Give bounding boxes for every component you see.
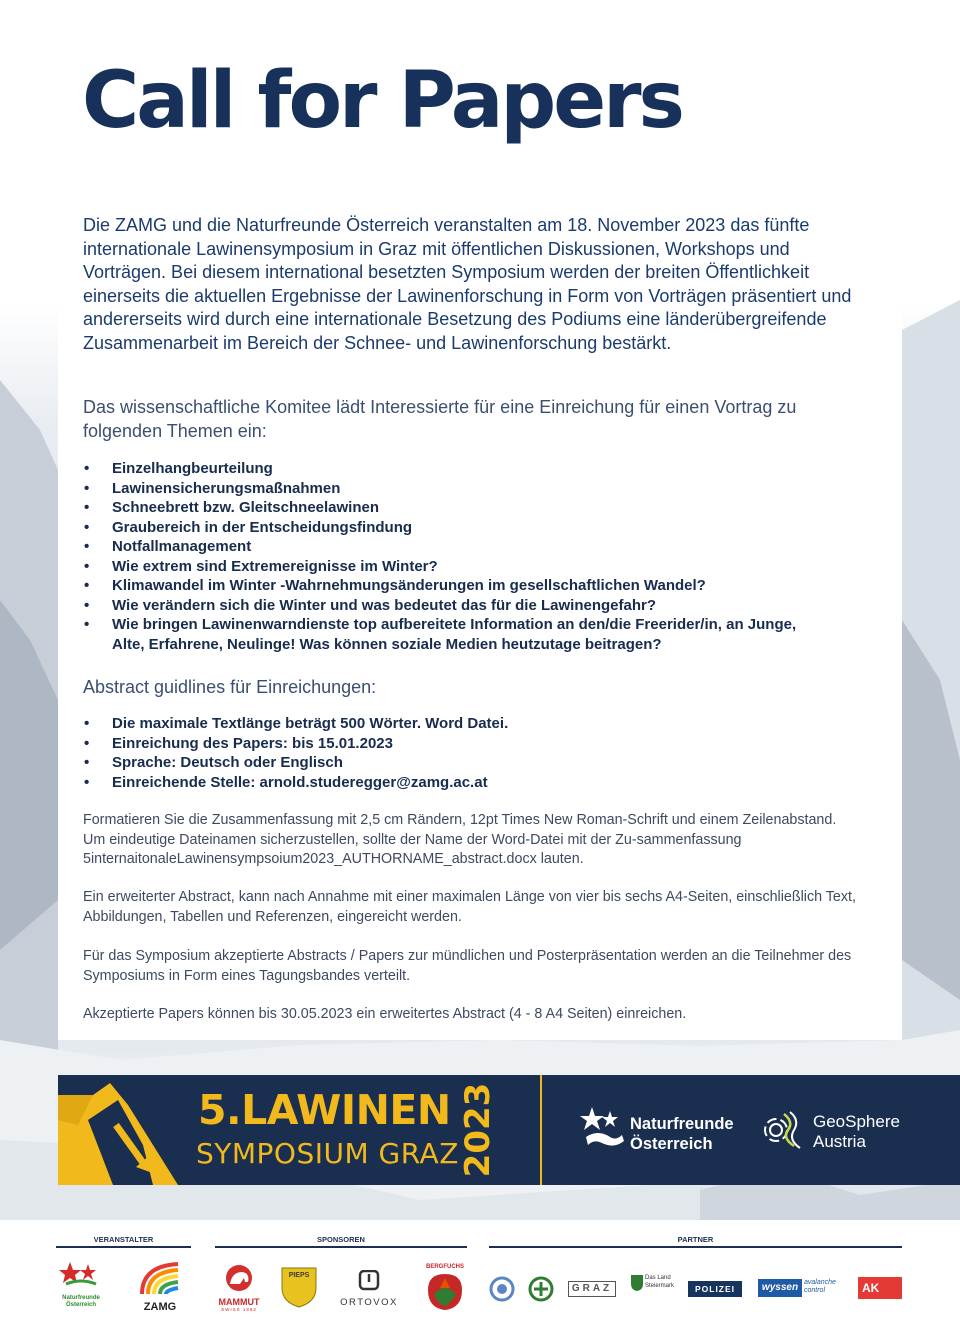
deadline-paragraph: Akzeptierte Papers können bis 30.05.2023 ein erweitertes Abstract (4 - 8 A4 Seiten) einreichen.: [83, 1006, 687, 1022]
pieps-shield-icon: [280, 1264, 318, 1308]
extended-abstract-paragraph: Ein erweiterter Abstract, kann nach Annahme mit einer maximalen Länge von vier bis sechs A4-Seiten, einschließlich Text, Abbildungen, Tabellen und Referenzen, eingereicht werden.: [83, 889, 856, 925]
zamg-rainbow-icon: [138, 1260, 182, 1296]
partner-line: [489, 1246, 902, 1248]
partner-heading: PARTNER: [677, 1235, 714, 1244]
partner-circle-blue-icon: [489, 1276, 515, 1302]
ortovox-logo: [334, 1270, 404, 1310]
mammut-icon: [212, 1264, 266, 1292]
wyssen-logo: [758, 1279, 802, 1297]
naturfreunde-footer-text: Naturfreunde Österreich: [62, 1295, 100, 1308]
wyssen-text: wyssen: [761, 1282, 799, 1293]
banner-divider: [540, 1075, 542, 1185]
polizei-logo: [688, 1281, 742, 1297]
guidelines-list: [83, 714, 883, 792]
list-item: • Schneebrett bzw. Gleitschneelawinen: [84, 499, 380, 516]
graz-text: GRAZ: [571, 1283, 613, 1294]
avalanche-control-text: avalanche control: [804, 1279, 836, 1294]
ak-text: AK: [862, 1281, 880, 1295]
naturfreunde-footer-logo: [58, 1260, 104, 1312]
pieps-logo: [280, 1264, 318, 1308]
naturfreunde-name: Naturfreunde: [630, 1115, 734, 1133]
geosphere-country: Austria: [813, 1132, 866, 1151]
naturfreunde-logo-icon: [578, 1105, 628, 1151]
list-item: • Wie bringen Lawinenwarndienste top aufbereitete Information an den/die Freerider/in, an Junge, Alte, Erfahrene, Neulinge! Was können soziale Medien heutzutage beitragen?: [84, 616, 797, 653]
proceedings-paragraph: Für das Symposium akzeptierte Abstracts / Papers zur mündlichen und Posterpräsentation werden an die Teilnehmer des Symposiums in Form eines Tagungsbandes verteilt.: [83, 948, 852, 984]
ortovox-icon: [334, 1270, 404, 1292]
pieps-text: PIEPS: [288, 1272, 310, 1279]
topics-lead: Das wissenschaftliche Komitee lädt Interessierte für eine Einreichung für einen Vortrag zu folgenden Themen ein:: [83, 397, 797, 441]
list-item: • Einreichung des Papers: bis 15.01.2023: [84, 734, 393, 752]
steiermark-shield-icon: [630, 1274, 644, 1292]
banner-subtitle: SYMPOSIUM GRAZ: [196, 1137, 459, 1170]
list-item: • Lawinensicherungsmaßnahmen: [84, 479, 341, 497]
banner-year: 2023: [458, 1082, 498, 1178]
list-item: • Einzelhangbeurteilung: [84, 460, 273, 477]
mammut-text: MAMMUT: [218, 1297, 260, 1307]
land-steiermark-text: Das Land Steiermark: [645, 1275, 675, 1289]
ortovox-text: ORTOVOX: [340, 1297, 398, 1308]
mammut-subtext: SWISS 1862: [221, 1307, 257, 1312]
geosphere-name: GeoSphere: [813, 1112, 900, 1131]
list-item: • Einreichende Stelle: arnold.studeregger@zamg.ac.at: [84, 773, 488, 791]
mammut-logo: [212, 1264, 266, 1312]
sponsoren-heading: SPONSOREN: [317, 1235, 365, 1244]
guidelines-lead: Abstract guidlines für Einreichungen:: [83, 677, 377, 697]
naturfreunde-country: Österreich: [630, 1135, 713, 1153]
bergfuchs-text: BERGFUCHS: [425, 1264, 464, 1270]
land-steiermark-logo: [630, 1272, 678, 1300]
bergfuchs-icon: [420, 1264, 470, 1312]
list-item: • Die maximale Textlänge beträgt 500 Wörter. Word Datei.: [84, 715, 509, 732]
page-title: Call for Papers: [82, 56, 682, 146]
footer-logos: [0, 1220, 960, 1314]
veranstalter-line: [56, 1246, 191, 1248]
event-banner: [58, 1075, 960, 1185]
list-item: • Sprache: Deutsch oder Englisch: [84, 754, 343, 771]
format-paragraph: Formatieren Sie die Zusammenfassung mit 2,5 cm Rändern, 12pt Times New Roman-Schrift und einem Zeilenabstand. Um eindeutige Dateinamen sicherzustellen, sollte der Name der Word-Datei mit der Zu-sammenfassung 5internaitonaleLawinensympsoium2023_AUTHORNAME_abstract.docx lauten.: [83, 812, 837, 867]
polizei-text: POLIZEI: [694, 1284, 736, 1294]
veranstalter-heading: VERANSTALTER: [93, 1235, 154, 1244]
naturfreunde-star-icon: [58, 1260, 104, 1290]
mountain-logo-icon: [58, 1075, 198, 1185]
zamg-logo: [138, 1260, 182, 1312]
list-item: • Klimawandel im Winter -Wahrnehmungsänderungen im gesellschaftlichen Wandel?: [84, 577, 706, 594]
intro-paragraph: Die ZAMG und die Naturfreunde Österreich veranstalten am 18. November 2023 das fünfte internationale Lawinensymposium in Graz mit öffentlichen Diskussionen, Workshops und Vorträgen. Bei diesem international besetzten Symposium werden der breiten Öffentlichkeit einerseits die aktuellen Ergebnisse der Lawinenforschung in Form von Vorträgen präsentiert und andererseits wird durch eine internationale Besetzung des Podiums eine länderübergreifende Zusammenarbeit im Bereich der Schnee- und Lawinenforschung bestärkt.: [83, 215, 852, 353]
topics-list: [83, 459, 883, 654]
ak-logo: [858, 1277, 902, 1299]
geosphere-logo-icon: [760, 1108, 804, 1152]
zamg-text: ZAMG: [143, 1301, 177, 1313]
list-item: • Notfallmanagement: [84, 538, 252, 555]
list-item: • Graubereich in der Entscheidungsfindung: [84, 518, 413, 536]
graz-logo: [568, 1281, 616, 1297]
partner-circle-green-icon: [528, 1276, 554, 1302]
list-item: • Wie extrem sind Extremereignisse im Winter?: [84, 557, 438, 575]
list-item: • Wie verändern sich die Winter und was bedeutet das für die Lawinengefahr?: [84, 596, 656, 614]
sponsoren-line: [215, 1246, 467, 1248]
bergfuchs-logo: [420, 1264, 470, 1312]
banner-title: 5.LAWINEN: [198, 1086, 451, 1134]
